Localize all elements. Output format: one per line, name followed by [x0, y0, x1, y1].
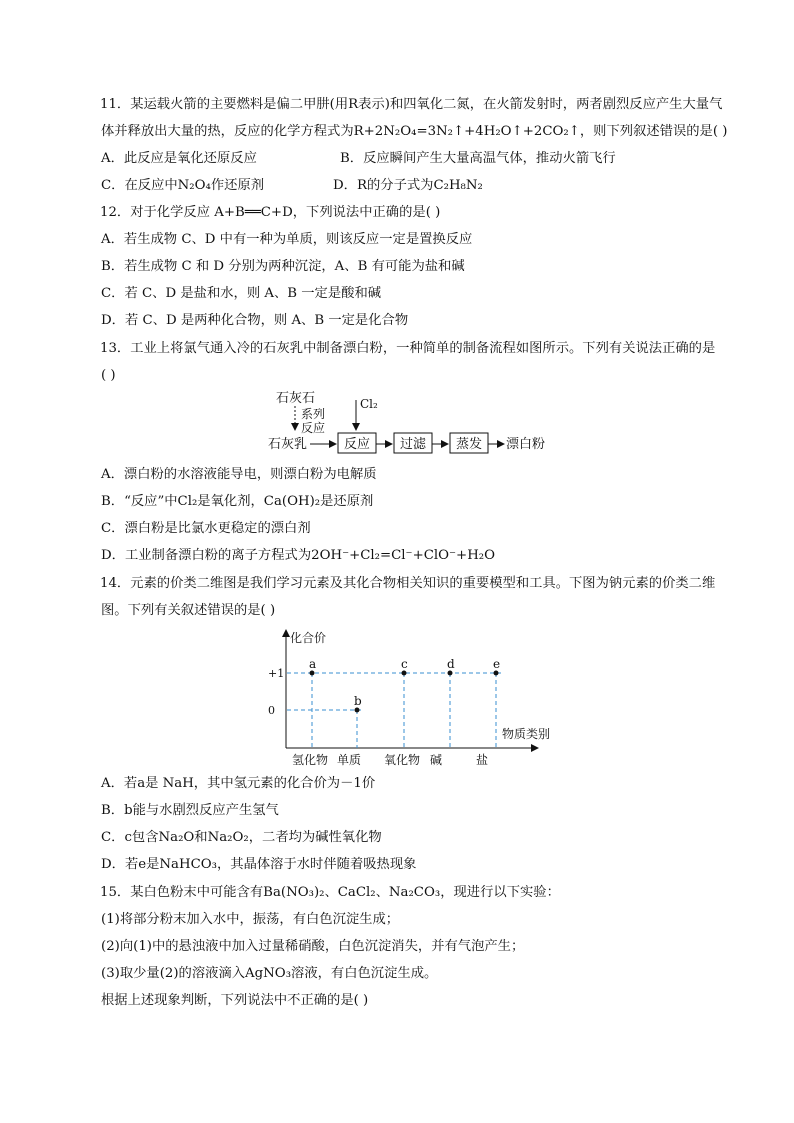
- y-tick-label: 0: [268, 704, 275, 717]
- q12-option-b: B．若生成物 C 和 D 分别为两种沉淀，A、B 有可能为盐和碱: [101, 259, 465, 274]
- q12-option-d: D．若 C、D 是两种化合物，则 A、B 一定是化合物: [101, 313, 409, 328]
- q13-flow-diagram: [268, 388, 558, 460]
- q13-stem-line1: 13．工业上将氯气通入冷的石灰乳中制备漂白粉，一种简单的制备流程如图所示。下列有关说法正确的是: [100, 341, 716, 356]
- q14-stem-line2: 图。下列有关叙述错误的是( ): [101, 603, 276, 618]
- q11-stem-line2: 体并释放出大量的热，反应的化学方程式为R+2N₂O₄=3N₂↑+4H₂O↑+2CO₂↑，则下列叙述错误的是( ): [101, 124, 728, 139]
- point-label: d: [447, 657, 455, 671]
- q11-option-d: D．R的分子式为C₂H₈N₂: [333, 178, 483, 193]
- q11-stem-line1: 11．某运载火箭的主要燃料是偏二甲肼(用R表示)和四氧化二氮，在火箭发射时，两者剧烈反应产生大量气: [100, 97, 723, 112]
- point-label: a: [309, 657, 317, 671]
- flow-lime-milk: 石灰乳: [268, 437, 308, 452]
- flow-box-react-label: 反应: [344, 437, 371, 452]
- flow-product: 漂白粉: [506, 437, 546, 452]
- point-b: [355, 708, 360, 713]
- q14-stem-line1: 14．元素的价类二维图是我们学习元素及其化合物相关知识的重要模型和工具。下图为钠元素的价类二维: [100, 576, 716, 591]
- q14-option-b: B．b能与水剧烈反应产生氢气: [101, 803, 279, 818]
- flow-series-label: 系列: [301, 407, 326, 421]
- flow-reaction-small-label: 反应: [301, 421, 326, 435]
- q15-stem: 15．某白色粉末中可能含有Ba(NO₃)₂、CaCl₂、Na₂CO₃，现进行以下实验：: [100, 885, 560, 900]
- x-category-label: 碱: [430, 753, 443, 767]
- q13-option-b: B．“反应”中Cl₂是氧化剂，Ca(OH)₂是还原剂: [101, 494, 374, 509]
- flow-box-filter-label: 过滤: [400, 437, 427, 452]
- flow-cl2-label: Cl₂: [360, 397, 378, 411]
- q13-option-d: D．工业制备漂白粉的离子方程式为2OH⁻+Cl₂=Cl⁻+ClO⁻+H₂O: [101, 548, 496, 563]
- q15-step-1: (1)将部分粉末加入水中，振荡，有白色沉淀生成；: [101, 912, 400, 927]
- y-tick-label: +1: [268, 667, 285, 680]
- point-e: [494, 671, 499, 676]
- q14-option-d: D．若e是NaHCO₃，其晶体溶于水时伴随着吸热现象: [101, 857, 417, 872]
- point-c: [402, 671, 407, 676]
- q15-step-2: (2)向(1)中的悬浊液中加入过量稀硝酸，白色沉淀消失，并有气泡产生；: [101, 939, 525, 954]
- point-label: c: [401, 657, 408, 671]
- q14-option-c: C．c包含Na₂O和Na₂O₂，二者均为碱性氧化物: [101, 830, 382, 845]
- q11-option-b: B．反应瞬间产生大量高温气体，推动火箭飞行: [340, 151, 616, 166]
- q11-option-a: A．此反应是氧化还原反应: [101, 151, 257, 166]
- q14-option-a: A．若a是 NaH，其中氢元素的化合价为－1价: [101, 776, 376, 791]
- q13-stem-line2: ( ): [101, 368, 116, 383]
- q15-conclusion: 根据上述现象判断，下列说法中不正确的是( ): [101, 993, 369, 1008]
- point-label: b: [354, 694, 362, 708]
- flow-box-evap-label: 蒸发: [456, 437, 483, 452]
- x-category-label: 单质: [337, 753, 362, 767]
- x-axis-label: 物质类别: [502, 727, 551, 741]
- q12-stem: 12．对于化学反应 A+B══C+D，下列说法中正确的是( ): [100, 205, 441, 220]
- point-a: [310, 671, 315, 676]
- q12-option-c: C．若 C、D 是盐和水，则 A、B 一定是酸和碱: [101, 286, 382, 301]
- y-axis-label: 化合价: [290, 631, 327, 645]
- q11-option-c: C．在反应中N₂O₄作还原剂: [101, 178, 265, 193]
- x-category-label: 盐: [476, 753, 489, 767]
- x-category-label: 氧化物: [384, 753, 421, 767]
- flow-limestone: 石灰石: [276, 391, 316, 406]
- point-label: e: [493, 657, 501, 671]
- q15-step-3: (3)取少量(2)的溶液滴入AgNO₃溶液，有白色沉淀生成。: [101, 966, 438, 981]
- q12-option-a: A．若生成物 C、D 中有一种为单质，则该反应一定是置换反应: [101, 232, 473, 247]
- point-d: [448, 671, 453, 676]
- valence-class-chart: [266, 626, 562, 768]
- q13-option-a: A．漂白粉的水溶液能导电，则漂白粉为电解质: [101, 467, 377, 482]
- x-category-label: 氢化物: [292, 753, 329, 767]
- q13-option-c: C．漂白粉是比氯水更稳定的漂白剂: [101, 521, 311, 536]
